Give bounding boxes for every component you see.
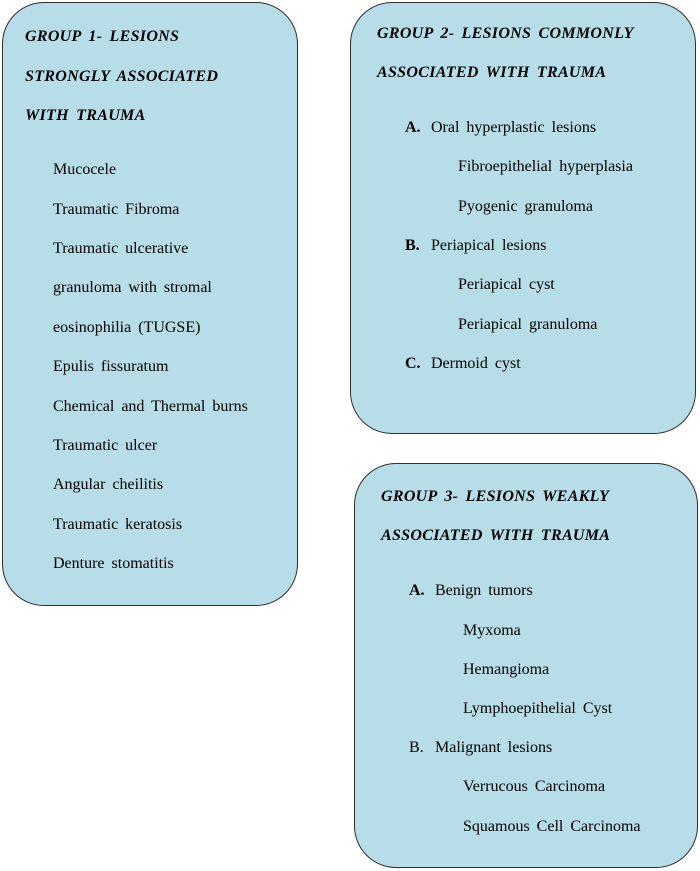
group-1-item: Traumatic keratosis: [53, 516, 183, 533]
category-letter: A.: [405, 119, 421, 136]
group-2-category-a: [405, 118, 596, 138]
group-1-title-line-3: WITH TRAUMA: [25, 107, 146, 124]
group-1-title-line-2: STRONGLY ASSOCIATED: [25, 68, 219, 85]
group-3-category-a: [409, 581, 533, 601]
group-3-box: [354, 463, 698, 868]
group-3-category-b: [409, 738, 552, 758]
group-1-title-line-1: GROUP 1- LESIONS: [25, 28, 180, 45]
group-2-category-b: [405, 236, 546, 256]
group-1-item: Denture stomatitis: [53, 555, 174, 572]
category-letter: B.: [409, 739, 424, 756]
category-label: Dermoid cyst: [431, 355, 521, 372]
group-1-item: Traumatic ulcerative: [53, 240, 189, 257]
group-1-box: [2, 2, 298, 606]
category-label: Benign tumors: [435, 582, 533, 599]
group-1-item: granuloma with stromal: [53, 279, 212, 296]
group-1-item: Mucocele: [53, 161, 117, 178]
group-1-item: Traumatic Fibroma: [53, 201, 180, 218]
group-1-item: Traumatic ulcer: [53, 437, 158, 454]
group-3-item: Squamous Cell Carcinoma: [463, 818, 641, 835]
group-2-item: Pyogenic granuloma: [458, 198, 593, 215]
category-label: Periapical lesions: [431, 237, 547, 254]
group-3-item: Hemangioma: [463, 661, 550, 678]
category-label: Malignant lesions: [435, 739, 553, 756]
group-3-item: Verrucous Carcinoma: [463, 778, 606, 795]
group-1-item: Epulis fissuratum: [53, 358, 169, 375]
group-1-item: Chemical and Thermal burns: [53, 398, 248, 415]
group-2-item: Periapical granuloma: [458, 316, 598, 333]
group-2-title-line-2: ASSOCIATED WITH TRAUMA: [377, 64, 607, 81]
category-letter: C.: [405, 355, 421, 372]
category-label: Oral hyperplastic lesions: [431, 119, 597, 136]
group-3-title-line-1: GROUP 3- LESIONS WEAKLY: [381, 488, 610, 505]
group-3-title-line-2: ASSOCIATED WITH TRAUMA: [381, 527, 611, 544]
group-1-item: Angular cheilitis: [53, 476, 164, 493]
category-letter: B.: [405, 237, 420, 254]
group-2-category-c: [405, 354, 521, 374]
group-3-item: Myxoma: [463, 622, 521, 639]
group-2-title-line-1: GROUP 2- LESIONS COMMONLY: [377, 25, 634, 42]
group-2-item: Fibroepithelial hyperplasia: [458, 158, 633, 175]
group-2-item: Periapical cyst: [458, 276, 555, 293]
group-3-item: Lymphoepithelial Cyst: [463, 700, 613, 717]
category-letter: A.: [409, 582, 425, 599]
group-2-box: [350, 2, 696, 434]
group-1-item: eosinophilia (TUGSE): [53, 319, 201, 336]
